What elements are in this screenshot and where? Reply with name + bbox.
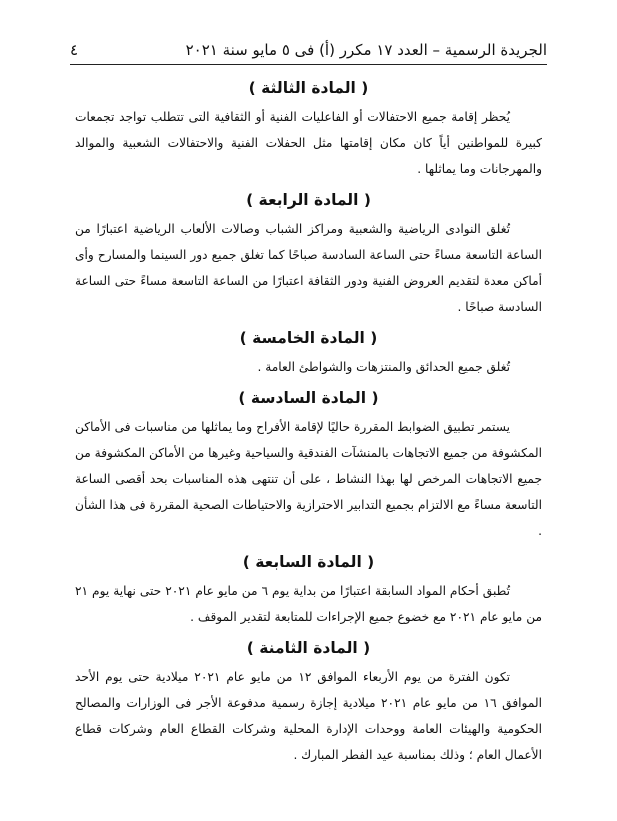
document-body xyxy=(75,70,542,768)
article-text: يستمر تطبيق الضوابط المقررة حاليًا لإقامة الأفراح وما يماثلها من مناسبات فى الأماكن المكشوفة من جميع الاتجاهات بالمنشآت الفندقية والسياحية وغيرها من الأماكن المكشوفة من جميع الاتجاهات المرخص لها بهذا النشاط ، على أن تنتهى هذه المناسبات بحد أقصى الساعة التاسعة مساءً مع الالتزام بجميع التدابير الاحترازية والاحتياطات الصحية المقررة فى هذا الشأن . xyxy=(75,420,542,538)
header-title: الجريدة الرسمية – العدد ١٧ مكرر (أ) فى ٥ مايو سنة ٢٠٢١ xyxy=(185,41,547,59)
article-heading: ( المادة السادسة ) xyxy=(238,389,379,407)
article-3 xyxy=(75,76,542,182)
article-5 xyxy=(75,326,542,380)
article-text: تكون الفترة من يوم الأربعاء الموافق ١٢ من مايو عام ٢٠٢١ ميلادية حتى يوم الأحد الموافق ١٦ من مايو عام ٢٠٢١ ميلادية إجازة رسمية مدفوعة الأجر فى الوزارات والمصالح الحكومية والهيئات العامة ووحدات الإدارة المحلية وشركات القطاع العام وشركات قطاع الأعمال العام ؛ وذلك بمناسبة عيد الفطر المبارك . xyxy=(75,670,542,762)
article-heading: ( المادة الرابعة ) xyxy=(246,191,371,209)
article-text: يُحظر إقامة جميع الاحتفالات أو الفاعليات الفنية أو الثقافية التى تتطلب تواجد تجمعات كبيرة للمواطنين أياً كان مكان إقامتها مثل الحفلات الفنية والاحتفالات الشعبية والموالد والمهرجانات وما يماثلها . xyxy=(75,110,542,176)
article-heading: ( المادة السابعة ) xyxy=(242,553,375,571)
article-6 xyxy=(75,386,542,544)
article-8 xyxy=(75,636,542,768)
article-heading: ( المادة الثالثة ) xyxy=(248,79,369,97)
article-text: تُغلق النوادى الرياضية والشعبية ومراكز الشباب وصالات الألعاب الرياضية اعتبارًا من الساعة التاسعة مساءً حتى الساعة السادسة صباحًا كما تغلق جميع دور السينما والمسارح وأى أماكن معدة لتقديم العروض الفنية ودور الثقافة اعتبارًا من الساعة التاسعة مساءً حتى الساعة السادسة صباحًا . xyxy=(75,222,542,314)
article-heading: ( المادة الخامسة ) xyxy=(239,329,378,347)
article-text: تُغلق جميع الحدائق والمنتزهات والشواطئ العامة . xyxy=(257,360,510,374)
page-number: ٤ xyxy=(70,41,79,59)
page-header xyxy=(70,36,547,65)
article-4 xyxy=(75,188,542,320)
article-text: تُطبق أحكام المواد السابقة اعتبارًا من بداية يوم ٦ من مايو عام ٢٠٢١ حتى نهاية يوم ٢١ من مايو عام ٢٠٢١ مع خضوع جميع الإجراءات للمتابعة لتقدير الموقف . xyxy=(75,584,542,624)
article-heading: ( المادة الثامنة ) xyxy=(246,639,371,657)
article-7 xyxy=(75,550,542,630)
